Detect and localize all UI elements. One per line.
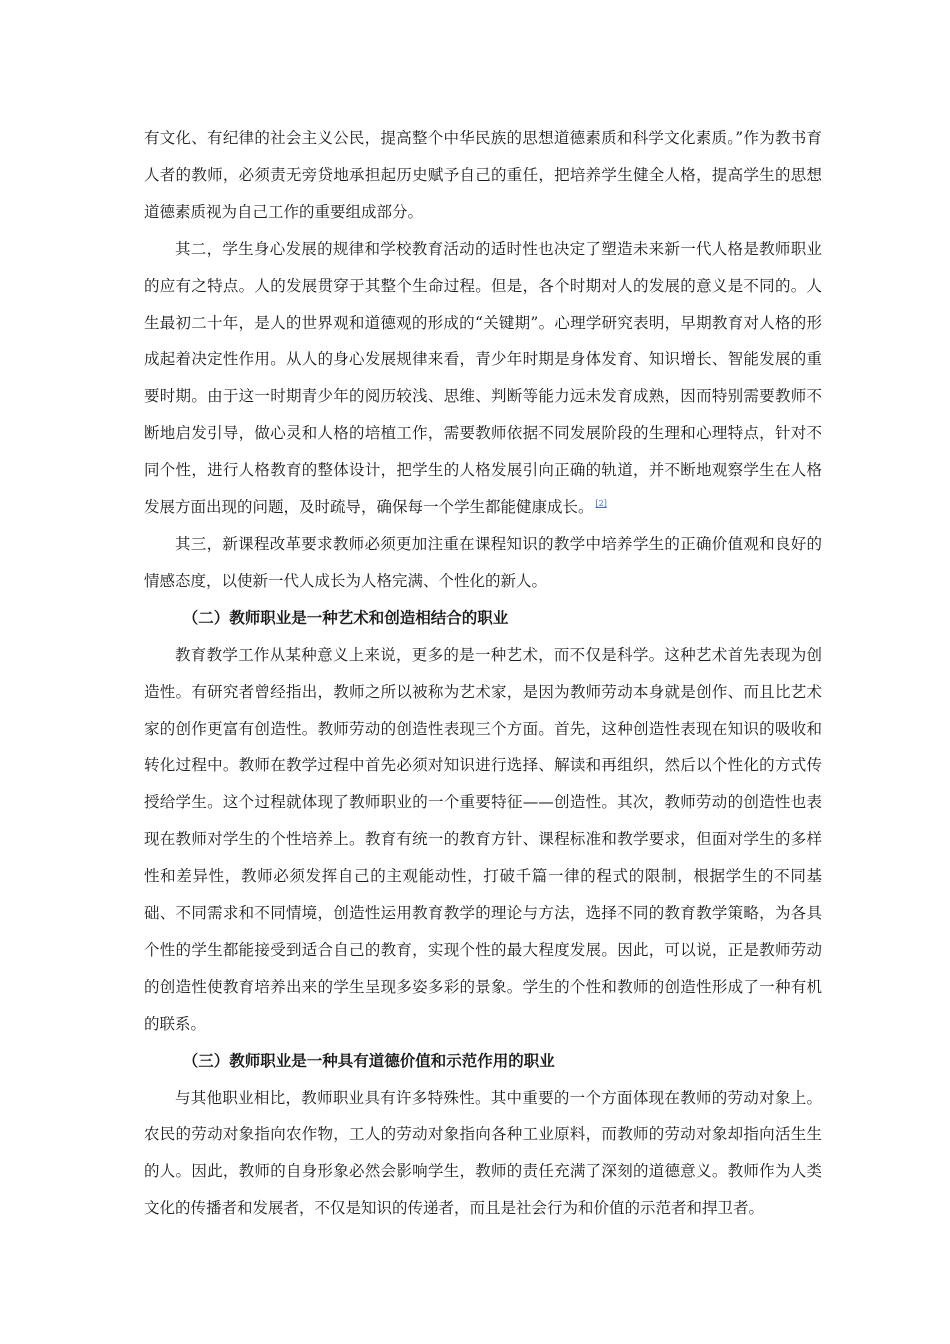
paragraph-continued: 有文化、有纪律的社会主义公民，提高整个中华民族的思想道德素质和科学文化素质。”作为教书育人者的教师，必须责无旁贷地承担起历史赋予自己的重任，把培养学生健全人格，提高学生的思想道德素质视为自己工作的重要组成部分。 — [144, 129, 822, 221]
section-heading-moral-value: （三）教师职业是一种具有道德价值和示范作用的职业 — [182, 1051, 555, 1070]
section-heading-art-creation: （二）教师职业是一种艺术和创造相结合的职业 — [182, 608, 509, 627]
paragraph-second-point-text: 其二，学生身心发展的规律和学校教育活动的适时性也决定了塑造未来新一代人格是教师职业的应有之特点。人的发展贯穿于其整个生命过程。但是，各个时期对人的发展的意义是不同的。人生最初二十年，是人的世界观和道德观的形成的“关键期”。心理学研究表明，早期教育对人格的形成起着决定性作用。从人的身心发展规律来看，青少年时期是身体发育、知识增长、智能发展的重要时期。由于这一时期青少年的阅历较浅、思维、判断等能力远未发育成熟，因而特别需要教师不断地启发引导，做心灵和人格的培植工作，需要教师依据不同发展阶段的生理和心理特点，针对不同个性，进行人格教育的整体设计，把学生的人格发展引向正确的轨道，并不断地观察学生在人格发展方面出现的问题，及时疏导，确保每一个学生都能健康成长。 — [144, 239, 822, 517]
paragraph-third-point: 其三，新课程改革要求教师必须更加注重在课程知识的教学中培养学生的正确价值观和良好的情感态度，以使新一代人成长为人格完满、个性化的新人。 — [144, 534, 822, 590]
paragraph-second-point — [144, 231, 822, 526]
footnote-reference-link[interactable]: [2] — [595, 499, 607, 509]
paragraph-moral-value: 与其他职业相比，教师职业具有许多特殊性。其中重要的一个方面体现在教师的劳动对象上。农民的劳动对象指向农作物，工人的劳动对象指向各种工业原料，而教师的劳动对象却指向活生生的人。因此，教师的自身形象必然会影响学生，教师的责任充满了深刻的道德意义。教师作为人类文化的传播者和发展者，不仅是知识的传递者，而且是社会行为和价值的示范者和捍卫者。 — [144, 1088, 822, 1218]
paragraph-art-creation: 教育教学工作从某种意义上来说，更多的是一种艺术，而不仅是科学。这种艺术首先表现为创造性。有研究者曾经指出，教师之所以被称为艺术家，是因为教师劳动本身就是创作、而且比艺术家的创作更富有创造性。教师劳动的创造性表现三个方面。首先，这种创造性表现在知识的吸收和转化过程中。教师在教学过程中首先必须对知识进行选择、解读和再组织，然后以个性化的方式传授给学生。这个过程就体现了教师职业的一个重要特征——创造性。其次，教师劳动的创造性也表现在教师对学生的个性培养上。教育有统一的教育方针、课程标准和教学要求，但面对学生的多样性和差异性，教师必须发挥自己的主观能动性，打破千篇一律的程式的限制，根据学生的不同基础、不同需求和不同情境，创造性运用教育教学的理论与方法，选择不同的教育教学策略，为各具个性的学生都能接受到适合自己的教育，实现个性的最大程度发展。因此，可以说，正是教师劳动的创造性使教育培养出来的学生呈现多姿多彩的景象。学生的个性和教师的创造性形成了一种有机的联系。 — [144, 645, 822, 1033]
document-body — [144, 120, 822, 1227]
